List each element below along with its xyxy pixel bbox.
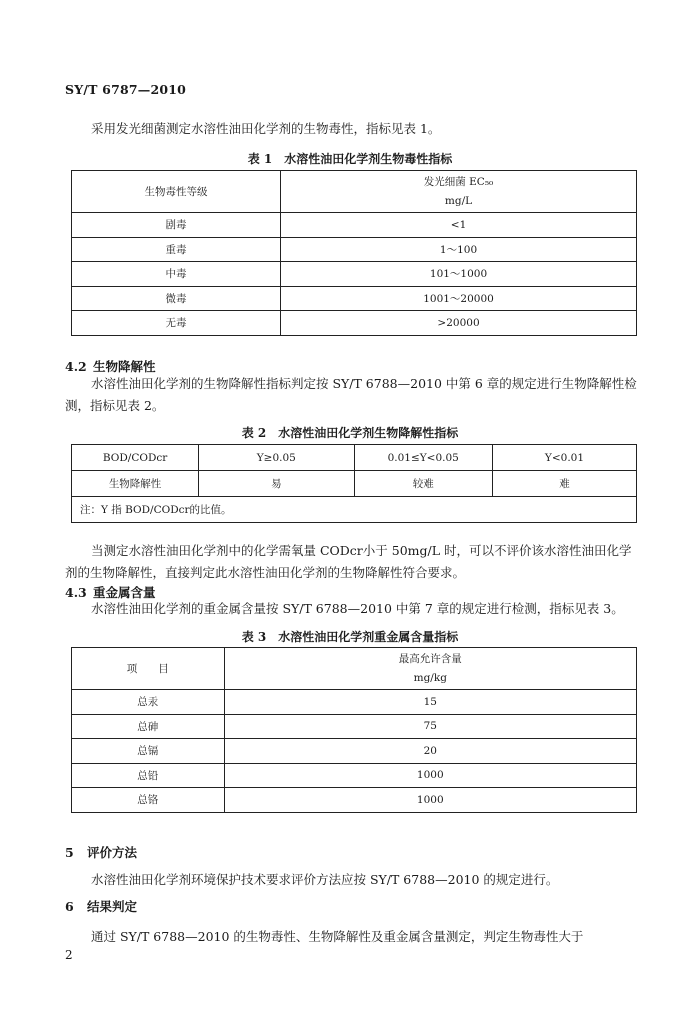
table2-biodeg-label: 生物降解性	[72, 471, 199, 497]
table3-heavy-metals	[71, 647, 637, 813]
table2-range-easy: Y≥0.05	[199, 445, 354, 471]
table1-grade-cell: 无毒	[72, 311, 281, 336]
table1-header-ec50: 发光细菌 EC₅₀ mg/L	[281, 171, 637, 213]
section-5-paragraph: 水溶性油田化学剂环境保护技术要求评价方法应按 SY/T 6788—2010 的规定进行。	[91, 872, 559, 887]
table-row	[72, 714, 637, 739]
table1-grade-cell: 重毒	[72, 237, 281, 262]
table2-note: 注：Y 指 BOD/CODcr的比值。	[72, 497, 637, 523]
table3-header-limit: 最高允许含量 mg/kg	[224, 648, 636, 690]
document-code: SY/T 6787—2010	[65, 82, 187, 97]
table2-ratio-label: BOD/CODcr	[72, 445, 199, 471]
section-4-3-heading: 4.3 重金属含量	[65, 585, 156, 600]
table3-caption: 表 3 水溶性油田化学剂重金属含量指标	[241, 630, 459, 644]
table-row	[72, 690, 637, 715]
table1-value-cell: >20000	[281, 311, 637, 336]
section-4-2-heading: 4.2 生物降解性	[65, 359, 156, 374]
table-row	[72, 739, 637, 764]
table-row	[72, 311, 637, 336]
table1-value-cell: 1001～20000	[281, 286, 637, 311]
table-row	[72, 237, 637, 262]
table-row	[72, 763, 637, 788]
table3-value-cell: 75	[224, 714, 636, 739]
table3-header-item: 项 目	[72, 648, 225, 690]
table1-grade-cell: 剧毒	[72, 213, 281, 238]
table2-harder: 较难	[354, 471, 492, 497]
table1-value-cell: <1	[281, 213, 637, 238]
table1-grade-cell: 中毒	[72, 262, 281, 287]
section-6-paragraph: 通过 SY/T 6788—2010 的生物毒性、生物降解性及重金属含量测定，判定生物毒性大于	[91, 929, 584, 944]
table3-value-cell: 15	[224, 690, 636, 715]
table2-difficult: 难	[492, 471, 636, 497]
cod-paragraph: 当测定水溶性油田化学剂中的化学需氧量 CODcr小于 50mg/L 时，可以不评价该水溶性油田化学剂的生物降解性，直接判定此水溶性油田化学剂的生物降解性符合要求。	[65, 543, 632, 580]
table-row	[72, 471, 637, 497]
table-row	[72, 286, 637, 311]
section-4-2-paragraph: 水溶性油田化学剂的生物降解性指标判定按 SY/T 6788—2010 中第 6 章的规定进行生物降解性检测，指标见表 2。	[65, 376, 637, 413]
table2-range-difficult: Y<0.01	[492, 445, 636, 471]
table-row	[72, 262, 637, 287]
table3-item-cell: 总镉	[72, 739, 225, 764]
table1-header-grade: 生物毒性等级	[72, 171, 281, 213]
section-4-3-paragraph: 水溶性油田化学剂的重金属含量按 SY/T 6788—2010 中第 7 章的规定进行检测，指标见表 3。	[91, 601, 624, 616]
table2-caption: 表 2 水溶性油田化学剂生物降解性指标	[241, 426, 459, 440]
table-row	[72, 213, 637, 238]
table1-caption: 表 1 水溶性油田化学剂生物毒性指标	[247, 152, 453, 166]
section-5-heading: 5 评价方法	[65, 845, 138, 860]
table3-item-cell: 总铅	[72, 763, 225, 788]
table1-toxicity	[71, 170, 637, 336]
table3-item-cell: 总铬	[72, 788, 225, 813]
table-row	[72, 788, 637, 813]
table3-value-cell: 20	[224, 739, 636, 764]
table3-item-cell: 总汞	[72, 690, 225, 715]
table3-value-cell: 1000	[224, 788, 636, 813]
table1-value-cell: 101～1000	[281, 262, 637, 287]
table-row	[72, 445, 637, 471]
intro-paragraph: 采用发光细菌测定水溶性油田化学剂的生物毒性，指标见表 1。	[91, 121, 441, 136]
table3-value-cell: 1000	[224, 763, 636, 788]
section-6-heading: 6 结果判定	[65, 899, 138, 914]
table2-biodegradability	[71, 444, 637, 523]
table1-grade-cell: 微毒	[72, 286, 281, 311]
table3-item-cell: 总砷	[72, 714, 225, 739]
table2-easy: 易	[199, 471, 354, 497]
table1-value-cell: 1～100	[281, 237, 637, 262]
page-number: 2	[65, 948, 73, 962]
table2-range-hard: 0.01≤Y<0.05	[354, 445, 492, 471]
